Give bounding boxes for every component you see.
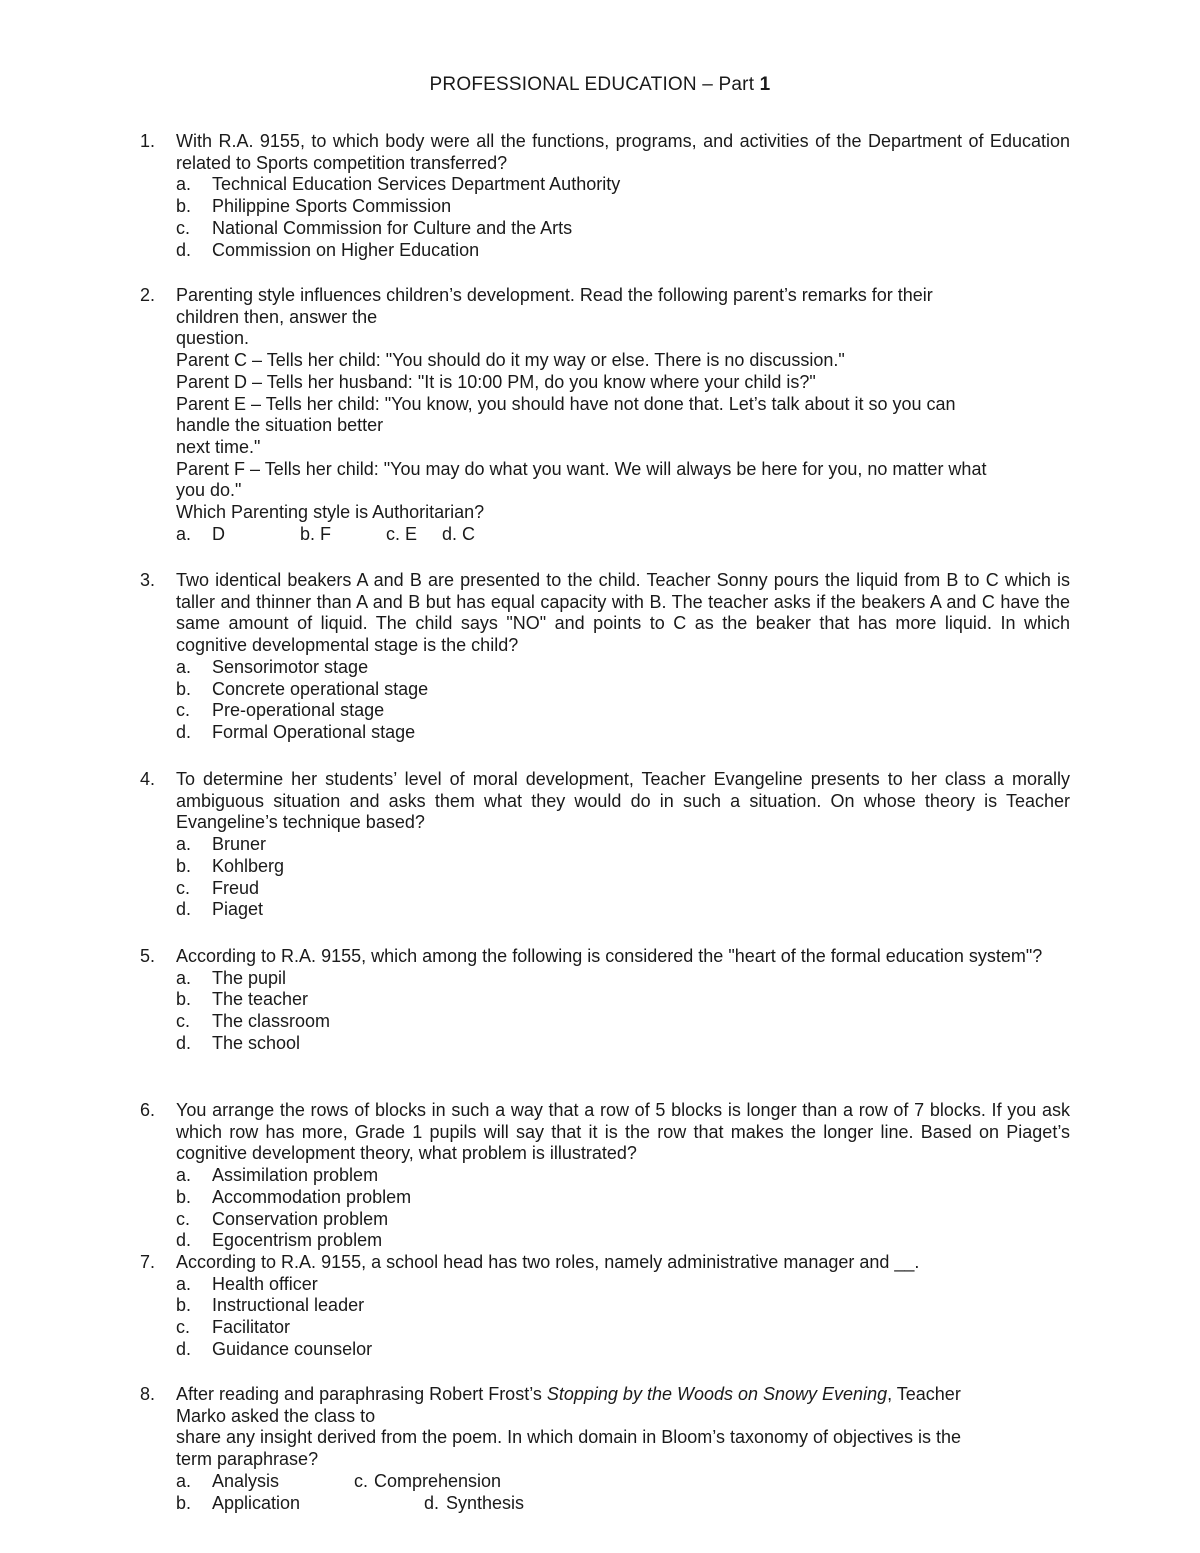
option-a: a. Assimilation problem <box>176 1165 379 1186</box>
poem-title: Stopping by the Woods on Snowy Evening <box>546 1384 888 1404</box>
question-line: After reading and paraphrasing Robert Frost’s Stopping by the Woods on Snowy Evening, Teacher <box>176 1384 961 1404</box>
option-c: c. E <box>386 523 418 544</box>
option-c: c. The classroom <box>176 1011 331 1032</box>
option-d: d. Formal Operational stage <box>176 721 416 742</box>
option-c: c. Pre-operational stage <box>176 700 385 721</box>
option-b: b. Concrete operational stage <box>176 678 429 699</box>
option-c: c. Conservation problem <box>176 1208 389 1229</box>
option-a-label: a. <box>176 1470 192 1491</box>
question-line: Parent F – Tells her child: "You may do what you want. We will always be here for you, no matter what <box>176 458 987 479</box>
option-b-text: Application <box>212 1492 301 1513</box>
title-text: PROFESSIONAL EDUCATION – Part <box>429 74 760 95</box>
option-d: d. Commission on Higher Education <box>176 239 480 260</box>
question-line: term paraphrase? <box>176 1449 319 1470</box>
option-b: b. Instructional leader <box>176 1295 365 1316</box>
option-c: c. Facilitator <box>176 1317 291 1338</box>
option-a-text: D <box>212 523 225 544</box>
question-line: you do." <box>176 480 242 501</box>
option-d-label: d. <box>424 1492 440 1513</box>
question-line: handle the situation better <box>176 415 384 436</box>
question-4 <box>140 769 1070 921</box>
question-stem: With R.A. 9155, to which body were all the functions, programs, and activities of the Department of Education related to Sports competition transferred? <box>176 131 1070 173</box>
option-a: a. Sensorimotor stage <box>176 656 369 677</box>
option-b: b. Accommodation problem <box>176 1186 412 1207</box>
option-a: a. The pupil <box>176 967 287 988</box>
option-b: b. F <box>300 523 332 544</box>
question-2 <box>140 285 1070 545</box>
option-c-text: Comprehension <box>374 1470 502 1491</box>
option-a: a. Health officer <box>176 1273 318 1294</box>
question-number: 3. <box>140 570 156 590</box>
question-8 <box>140 1384 1070 1514</box>
option-a: a. Technical Education Services Department Authority <box>176 174 621 195</box>
question-line: share any insight derived from the poem. In which domain in Bloom’s taxonomy of objectives is the <box>176 1427 962 1448</box>
option-a: a. Bruner <box>176 834 267 855</box>
question-line: question. <box>176 328 250 349</box>
question-stem: You arrange the rows of blocks in such a way that a row of 5 blocks is longer than a row of 7 blocks. If you ask which row has more, Grade 1 pupils will say that it is the row that makes the longer line. Based on Piaget’s cognitive development theory, what problem is illustrated? <box>176 1100 1070 1164</box>
option-row-2 <box>176 1493 1070 1515</box>
question-6 <box>140 1100 1070 1252</box>
option-c: c. National Commission for Culture and the Arts <box>176 217 573 238</box>
question-number: 7. <box>140 1252 156 1272</box>
question-number: 1. <box>140 131 156 151</box>
option-b-label: b. <box>176 1492 192 1513</box>
question-number: 2. <box>140 285 156 305</box>
option-b: b. Philippine Sports Commission <box>176 196 452 217</box>
page-title <box>0 74 1200 96</box>
option-c-label: c. <box>354 1470 369 1491</box>
question-1 <box>140 131 1070 261</box>
question-line: children then, answer the <box>176 306 378 327</box>
option-a-text: Analysis <box>212 1470 280 1491</box>
question-stem: Two identical beakers A and B are presented to the child. Teacher Sonny pours the liquid from B to C which is taller and thinner than A and B but has equal capacity with B. The teacher asks if the beakers A and C have the same amount of liquid. The child says "NO" and points to C as the beaker that has more liquid. In which cognitive developmental stage is the child? <box>176 570 1070 656</box>
option-d: d. The school <box>176 1032 301 1053</box>
question-stem: According to R.A. 9155, which among the following is considered the "heart of the formal education system"? <box>176 946 1043 966</box>
question-number: 5. <box>140 946 156 966</box>
question-line: Parent C – Tells her child: "You should do it my way or else. There is no discussion." <box>176 350 845 371</box>
question-number: 8. <box>140 1384 156 1404</box>
question-5 <box>140 946 1070 1055</box>
option-d-text: Synthesis <box>446 1492 525 1513</box>
question-number: 6. <box>140 1100 156 1120</box>
option-c: c. Freud <box>176 877 260 898</box>
question-line: next time." <box>176 436 261 457</box>
option-d: d. Piaget <box>176 899 264 920</box>
question-line: Which Parenting style is Authoritarian? <box>176 502 485 523</box>
option-d: d. Egocentrism problem <box>176 1230 383 1251</box>
option-d: d. Guidance counselor <box>176 1338 373 1359</box>
option-a-label: a. <box>176 523 192 544</box>
question-line: Parent E – Tells her child: "You know, you should have not done that. Let’s talk about it so you can <box>176 393 956 414</box>
option-b: b. The teacher <box>176 989 309 1010</box>
question-7 <box>140 1252 1070 1361</box>
question-number: 4. <box>140 769 156 789</box>
question-stem: To determine her students’ level of moral development, Teacher Evangeline presents to her class a morally ambiguous situation and asks them what they would do in such a situation. On whose theory is Teacher Evangeline’s technique based? <box>176 769 1070 833</box>
question-3 <box>140 570 1070 744</box>
option-d: d. C <box>442 523 476 544</box>
option-row-1 <box>176 1471 1070 1493</box>
option-b: b. Kohlberg <box>176 855 285 876</box>
title-part-number: 1 <box>759 74 771 95</box>
question-line: Parenting style influences children’s development. Read the following parent’s remarks for their <box>176 285 933 305</box>
inline-options <box>176 524 1070 546</box>
question-stem: According to R.A. 9155, a school head has two roles, namely administrative manager and __. <box>176 1252 920 1272</box>
question-line: Parent D – Tells her husband: "It is 10:00 PM, do you know where your child is?" <box>176 371 816 392</box>
question-line: Marko asked the class to <box>176 1405 376 1426</box>
